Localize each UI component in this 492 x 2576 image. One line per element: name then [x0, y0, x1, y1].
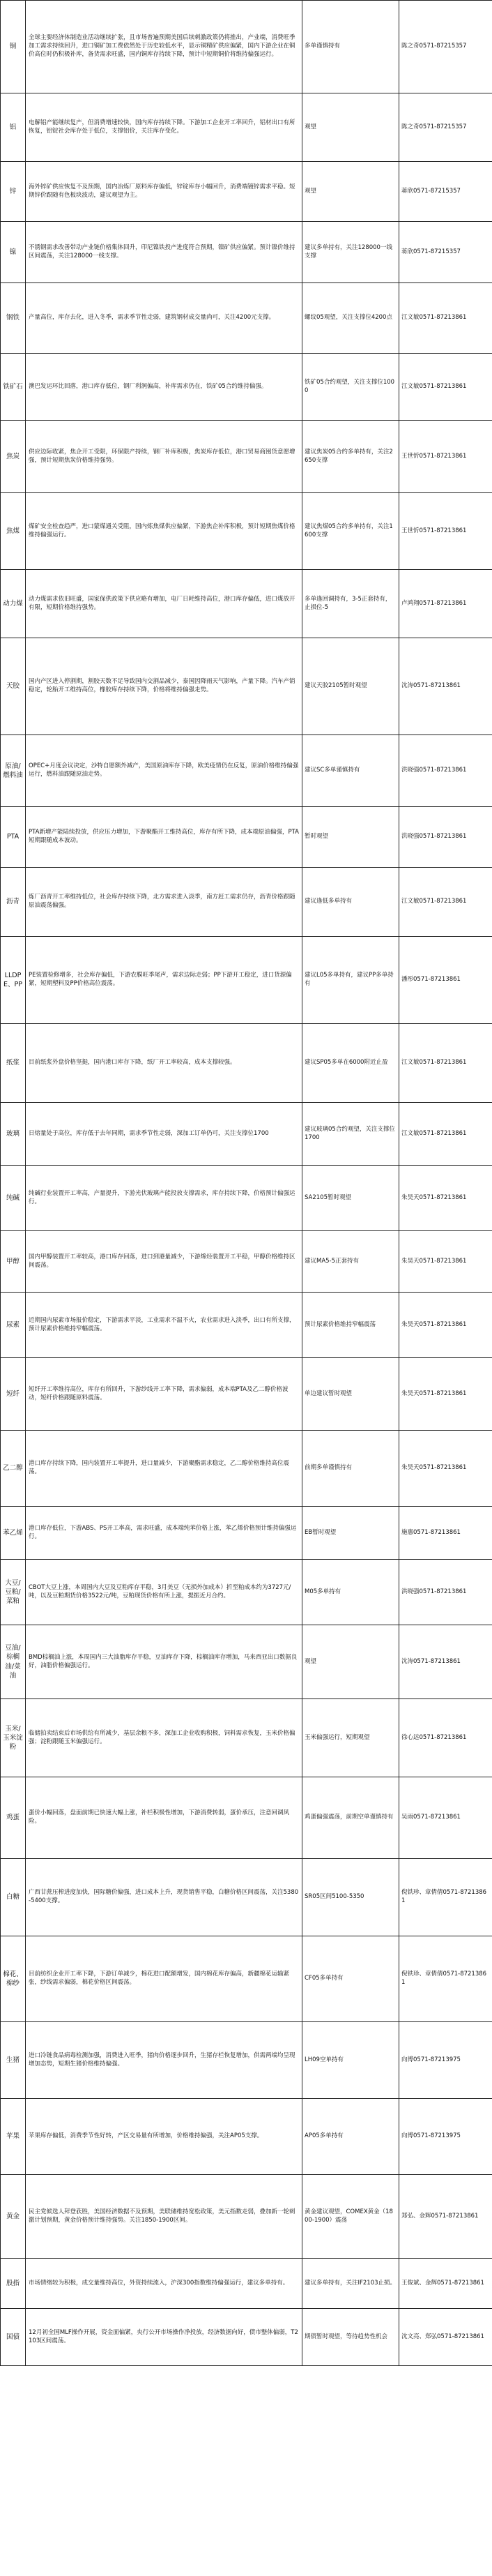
view-cell: 澳巴发运环比回落，港口库存低位，钢厂利润偏高，补库需求仍在，铁矿05合约维持偏强。 — [26, 354, 302, 421]
table-row — [1, 1, 492, 93]
strategy-cell: 期债暂时观望，等待趋势性机会 — [302, 2309, 399, 2366]
view-cell: 市场情绪较为积极，成交量维持高位，外资持续流入，沪深300指数维持偏强运行，建议多单持有。 — [26, 2259, 302, 2309]
analyst-cell: 卢鸿翔0571-87213861 — [399, 570, 492, 638]
strategy-cell: 建议SC多单谨慎持有 — [302, 735, 399, 807]
view-cell: 进口冷链食品病毒检测加强，消费进入旺季，猪肉价格逐步回升，生猪存栏恢复增加，供需两端均呈现增加态势，短期生猪价格维持偏强。 — [26, 2022, 302, 2099]
view-cell: 电解铝产能继续复产，但消费增速较快，国内库存持续下降。下游加工企业开工率回升，铝材出口有所恢复，铝锭社会库存处于低位，支撑铝价，关注库存变化。 — [26, 93, 302, 162]
analyst-cell: 王世忻0571-87213861 — [399, 421, 492, 493]
view-cell: OPEC+月度会议决定，沙特自愿额外减产，美国原油库存下降，欧美疫情仍在反复，原油价格维持偏强运行，燃料油跟随原油走势。 — [26, 735, 302, 807]
analyst-cell: 蒋欣0571-87215357 — [399, 222, 492, 283]
table-row — [1, 735, 492, 807]
table-row — [1, 1699, 492, 1777]
table-row — [1, 2309, 492, 2366]
analyst-cell: 江文敏0571-87213861 — [399, 1103, 492, 1166]
analyst-cell: 陈之奇0571-87215357 — [399, 93, 492, 162]
product-cell: 铝 — [1, 93, 26, 162]
product-cell: 焦炭 — [1, 421, 26, 493]
table-row — [1, 1431, 492, 1507]
view-cell: 产量高位，库存去化，进入冬季，需求季节性走弱，建筑钢材成交量尚可，关注4200元支撑。 — [26, 283, 302, 354]
strategy-cell: 建议焦炭05合约多单持有，关注2650支撑 — [302, 421, 399, 493]
product-cell: 白糖 — [1, 1859, 26, 1936]
view-cell: 广西甘蔗压榨进度加快，国际糖价偏强，进口成本上升，现货销售平稳，白糖价格区间震荡，关注5380-5400支撑。 — [26, 1859, 302, 1936]
strategy-cell: 观望 — [302, 93, 399, 162]
product-cell: 玉米/玉米淀粉 — [1, 1699, 26, 1777]
view-cell: 临储拍卖结束后市场供给有所减少，基层余粮不多，深加工企业收购积极，饲料需求恢复，玉米价格偏强；淀粉跟随玉米偏强运行。 — [26, 1699, 302, 1777]
view-cell: 港口库存持续下降，国内装置开工率提升，进口量减少，下游聚酯需求稳定，乙二醇价格维持高位震荡。 — [26, 1431, 302, 1507]
view-cell: 近期国内尿素市场报价稳定，下游需求平淡，工业需求不温不火，农业需求进入淡季，出口有所支撑，预计尿素价格维持窄幅震荡。 — [26, 1293, 302, 1358]
view-cell: 民主党候选人拜登获胜，美国经济数据不及预期，美联储维持宽松政策，美元指数走弱，叠加新一轮刺激计划预期，黄金价格预计维持强势。关注1850-1900区间。 — [26, 2175, 302, 2259]
strategy-cell: 观望 — [302, 162, 399, 222]
table-row — [1, 354, 492, 421]
table-row — [1, 1231, 492, 1293]
view-cell: 短纤开工率维持高位，库存有所回升，下游纱线开工率下降，需求偏弱，成本端PTA及乙二醇价格波动，短纤价格跟随原料震荡。 — [26, 1358, 302, 1431]
table-row — [1, 2022, 492, 2099]
product-cell: LLDPE、PP — [1, 937, 26, 1024]
product-cell: 国债 — [1, 2309, 26, 2366]
view-cell: 目前纺织企业开工率下降，下游订单减少，棉花进口配额增发，国内棉花库存偏高，新疆棉花运输紧张，纱线需求偏弱，棉花价格区间震荡。 — [26, 1936, 302, 2022]
product-cell: 铜 — [1, 1, 26, 93]
product-cell: 纸浆 — [1, 1024, 26, 1103]
strategy-cell: 多单谨慎持有 — [302, 1, 399, 93]
product-cell: 豆油/棕榈油/菜油 — [1, 1625, 26, 1699]
product-cell: 天胶 — [1, 638, 26, 735]
product-cell: 股指 — [1, 2259, 26, 2309]
strategy-cell: 建议多单持有，关注IF2103止损。 — [302, 2259, 399, 2309]
product-cell: 纯碱 — [1, 1166, 26, 1231]
view-cell: 蛋价小幅回落，盘面前期已快速大幅上涨，补栏积极性增加，下游消费转弱，蛋价承压，注意回调风险。 — [26, 1777, 302, 1859]
table-row — [1, 1166, 492, 1231]
table-row — [1, 93, 492, 162]
table-row — [1, 493, 492, 570]
analyst-cell: 郑弘、金辉0571-87213861 — [399, 2175, 492, 2259]
analyst-cell: 沈文亮、郑弘0571-87213861 — [399, 2309, 492, 2366]
analyst-cell: 朱昊天0571-87213861 — [399, 1231, 492, 1293]
table-row — [1, 638, 492, 735]
analyst-cell: 洪晓强0571-87213861 — [399, 807, 492, 868]
product-cell: 苹果 — [1, 2099, 26, 2175]
table-row — [1, 1859, 492, 1936]
view-cell: PE装置检修增多，社会库存偏低，下游农膜旺季尾声，需求边际走弱；PP下游开工稳定，进口货源偏紧，短期塑料及PP价格高位震荡。 — [26, 937, 302, 1024]
table-row — [1, 421, 492, 493]
analyst-cell: 洪晓强0571-87213861 — [399, 1560, 492, 1625]
view-cell: 海外锌矿供应恢复不及预期，国内冶炼厂原料库存偏低，锌锭库存小幅回升，消费端镀锌需求平稳。短期锌价跟随有色板块波动，建议观望为主。 — [26, 162, 302, 222]
analyst-cell: 向博0571-87213975 — [399, 2022, 492, 2099]
view-cell: PTA新增产能陆续投放，供应压力增加，下游聚酯开工维持高位，库存有所下降，成本端原油偏强，PTA短期跟随成本波动。 — [26, 807, 302, 868]
strategy-cell: M05多单持有 — [302, 1560, 399, 1625]
strategy-cell: 多单逢回调持有，3-5正套持有，止损位-5 — [302, 570, 399, 638]
product-cell: 镍 — [1, 222, 26, 283]
table-row — [1, 2259, 492, 2309]
view-cell: 日熔量处于高位，库存低于去年同期，需求季节性走弱，深加工订单仍可，关注支撑位1700 — [26, 1103, 302, 1166]
product-cell: 焦煤 — [1, 493, 26, 570]
table-row — [1, 868, 492, 937]
analyst-cell: 向博0571-87213975 — [399, 2099, 492, 2175]
view-cell: 港口库存低位，下游ABS、PS开工率高，需求旺盛，成本端纯苯价格上涨，苯乙烯价格预计维持偏强运行。 — [26, 1507, 302, 1560]
view-cell: CBOT大豆上涨，本周国内大豆及豆粕库存平稳，3月美豆（无损外加成本）折至粕成本约为3727元/吨，以及豆粕期货价格3522元/吨，豆粕现货价格有所上涨，提振近月合约。 — [26, 1560, 302, 1625]
strategy-cell: LH09空单持有 — [302, 2022, 399, 2099]
product-cell: 生猪 — [1, 2022, 26, 2099]
product-cell: 尿素 — [1, 1293, 26, 1358]
strategy-cell: 前期多单谨慎持有 — [302, 1431, 399, 1507]
table-row — [1, 2099, 492, 2175]
product-cell: 鸡蛋 — [1, 1777, 26, 1859]
strategy-cell: EB暂时观望 — [302, 1507, 399, 1560]
table-row — [1, 937, 492, 1024]
table-row — [1, 1936, 492, 2022]
product-cell: 黄金 — [1, 2175, 26, 2259]
analyst-cell: 王俊斌、金辉0571-87213861 — [399, 2259, 492, 2309]
table-row — [1, 1507, 492, 1560]
analyst-cell: 倪铁珍、章倩倩0571-87213861 — [399, 1859, 492, 1936]
view-cell: 国内甲醇装置开工率较高，港口库存回落，进口到港量减少，下游烯烃装置开工平稳，甲醇价格维持区间震荡。 — [26, 1231, 302, 1293]
product-cell: 玻璃 — [1, 1103, 26, 1166]
product-cell: 大豆/豆粕/菜粕 — [1, 1560, 26, 1625]
analyst-cell: 陈之奇0571-87215357 — [399, 1, 492, 93]
analyst-cell: 潘彤0571-87213861 — [399, 937, 492, 1024]
table-row — [1, 162, 492, 222]
view-cell: 苹果库存偏低，消费季节性好转，产区交易量有所增加，价格维持偏强，关注AP05支撑。 — [26, 2099, 302, 2175]
analyst-cell: 朱昊天0571-87213861 — [399, 1166, 492, 1231]
strategy-cell: 预计尿素价格维持窄幅震荡 — [302, 1293, 399, 1358]
product-cell: 沥青 — [1, 868, 26, 937]
analyst-cell: 倪铁珍、章倩倩0571-87213861 — [399, 1936, 492, 2022]
analyst-cell: 王世忻0571-87213861 — [399, 493, 492, 570]
analyst-cell: 朱昊天0571-87213861 — [399, 1293, 492, 1358]
strategy-cell: 建议玻璃05合约观望，关注支撑位1700 — [302, 1103, 399, 1166]
view-cell: 纯碱行业装置开工率高，产量提升，下游光伏玻璃产能投放支撑需求，库存持续下降，价格预计偏强运行。 — [26, 1166, 302, 1231]
table-row — [1, 1625, 492, 1699]
view-cell: 不锈钢需求改善带动产业链价格集体回升，印尼镍铁投产进度符合预期，镍矿供应偏紧。预计镍价维持区间震荡，关注128000一线支撑。 — [26, 222, 302, 283]
strategy-cell: 建议焦煤05合约多单持有，关注1600支撑 — [302, 493, 399, 570]
strategy-cell: 黄金建议观望，COMEX黄金（1800-1900）震荡 — [302, 2175, 399, 2259]
product-cell: 棉花、棉纱 — [1, 1936, 26, 2022]
analyst-cell: 徐心远0571-87213861 — [399, 1699, 492, 1777]
strategy-cell: 建议L05多单持有，建议PP多单持有 — [302, 937, 399, 1024]
analyst-cell: 吴雨0571-87213861 — [399, 1777, 492, 1859]
view-cell: 炼厂沥青开工率维持低位，社会库存持续下降，北方需求进入淡季，南方赶工需求仍存，沥青价格跟随原油震荡偏强。 — [26, 868, 302, 937]
analyst-cell: 江文敏0571-87213861 — [399, 868, 492, 937]
analyst-cell: 蒋欣0571-87215357 — [399, 162, 492, 222]
table-row — [1, 1358, 492, 1431]
product-cell: 苯乙烯 — [1, 1507, 26, 1560]
product-cell: 钢铁 — [1, 283, 26, 354]
analyst-cell: 江文敏0571-87213861 — [399, 354, 492, 421]
table-row — [1, 570, 492, 638]
table-row — [1, 1024, 492, 1103]
strategy-cell: 螺纹05观望，关注支撑位4200点 — [302, 283, 399, 354]
product-cell: 乙二醇 — [1, 1431, 26, 1507]
analyst-cell: 沈涛0571-87213861 — [399, 1625, 492, 1699]
strategy-cell: 建议天胶2105暂时观望 — [302, 638, 399, 735]
view-cell: 目前纸浆外盘价格坚挺，国内港口库存下降，纸厂开工率较高，成本支撑较强。 — [26, 1024, 302, 1103]
table-row — [1, 1293, 492, 1358]
view-cell: 12月初全国MLF操作开展，资金面偏紧，央行公开市场操作净投放，经济数据向好，债市整体偏弱，T2103区间震荡。 — [26, 2309, 302, 2366]
strategy-cell: SR05区间5100-5350 — [302, 1859, 399, 1936]
strategy-cell: 鸡蛋偏强震荡，前期空单谨慎持有 — [302, 1777, 399, 1859]
analyst-cell: 朱昊天0571-87213861 — [399, 1431, 492, 1507]
analyst-cell: 沈涛0571-87213861 — [399, 638, 492, 735]
strategy-cell: SA2105暂时观望 — [302, 1166, 399, 1231]
view-cell: 国内产区进入停割期，割胶天数不足导致国内交割品减少，泰国因降雨天气影响，产量下降。汽车产销稳定，轮胎开工维持高位，橡胶库存持续下降，价格将维持偏强走势。 — [26, 638, 302, 735]
view-cell: 煤矿安全检查趋严，进口蒙煤通关受阻，国内炼焦煤供应偏紧，下游焦企补库积极，预计短期焦煤价格维持偏强运行。 — [26, 493, 302, 570]
view-cell: 供应边际收紧，焦企开工受限，环保限产持续，钢厂补库积极，焦炭库存低位，港口贸易商囤货意愿增强，预计短期焦炭价格维持强势。 — [26, 421, 302, 493]
strategy-cell: AP05多单持有 — [302, 2099, 399, 2175]
strategy-cell: 铁矿05合约观望，关注支撑位1000 — [302, 354, 399, 421]
table-row — [1, 807, 492, 868]
analyst-cell: 施惠0571-87213861 — [399, 1507, 492, 1560]
table-row — [1, 1560, 492, 1625]
product-cell: PTA — [1, 807, 26, 868]
analyst-cell: 江文敏0571-87213861 — [399, 1024, 492, 1103]
table-row — [1, 1777, 492, 1859]
strategy-cell: 建议SP05多单在6000附近止盈 — [302, 1024, 399, 1103]
strategy-table-body — [1, 1, 492, 2366]
product-cell: 铁矿石 — [1, 354, 26, 421]
table-row — [1, 283, 492, 354]
analyst-cell: 洪晓强0571-87213861 — [399, 735, 492, 807]
product-cell: 锌 — [1, 162, 26, 222]
strategy-cell: 暂时观望 — [302, 807, 399, 868]
table-row — [1, 222, 492, 283]
strategy-cell: CF05多单持有 — [302, 1936, 399, 2022]
strategy-cell: 玉米偏强运行，短期观望 — [302, 1699, 399, 1777]
view-cell: 全球主要经济体制造业活动继续扩张，且市场普遍预期美国后续刺激政策仍将推出，产业端，消费旺季加工需求持续回升，进口铜矿加工费依然处于历史较低水平，显示铜精矿供应偏紧，国内下游企业在铜价高位时仍积极补库，备货需求旺盛，国内铜库存持续下降，预计中短期铜价将维持偏强运行。 — [26, 1, 302, 93]
product-cell: 动力煤 — [1, 570, 26, 638]
analyst-cell: 江文敏0571-87213861 — [399, 283, 492, 354]
table-row — [1, 2175, 492, 2259]
strategy-cell: 观望 — [302, 1625, 399, 1699]
product-cell: 原油/燃料油 — [1, 735, 26, 807]
product-cell: 甲醇 — [1, 1231, 26, 1293]
view-cell: BMD棕榈油上涨，本周国内三大油脂库存平稳，豆油库存下降，棕榈油库存增加，马来西亚出口数据良好，油脂价格偏强运行。 — [26, 1625, 302, 1699]
view-cell: 动力煤需求依旧旺盛，国家保供政策下供应略有增加，电厂日耗维持高位，港口库存偏低，进口煤放开有限，短期价格维持强势。 — [26, 570, 302, 638]
strategy-cell: 单边建议暂时观望 — [302, 1358, 399, 1431]
table-row — [1, 1103, 492, 1166]
strategy-cell: 建议多单持有，关注128000一线支撑 — [302, 222, 399, 283]
strategy-cell: 建议逢低多单持有 — [302, 868, 399, 937]
product-cell: 短纤 — [1, 1358, 26, 1431]
analyst-cell: 朱昊天0571-87213861 — [399, 1358, 492, 1431]
strategy-cell: 建议MA5-5正套持有 — [302, 1231, 399, 1293]
